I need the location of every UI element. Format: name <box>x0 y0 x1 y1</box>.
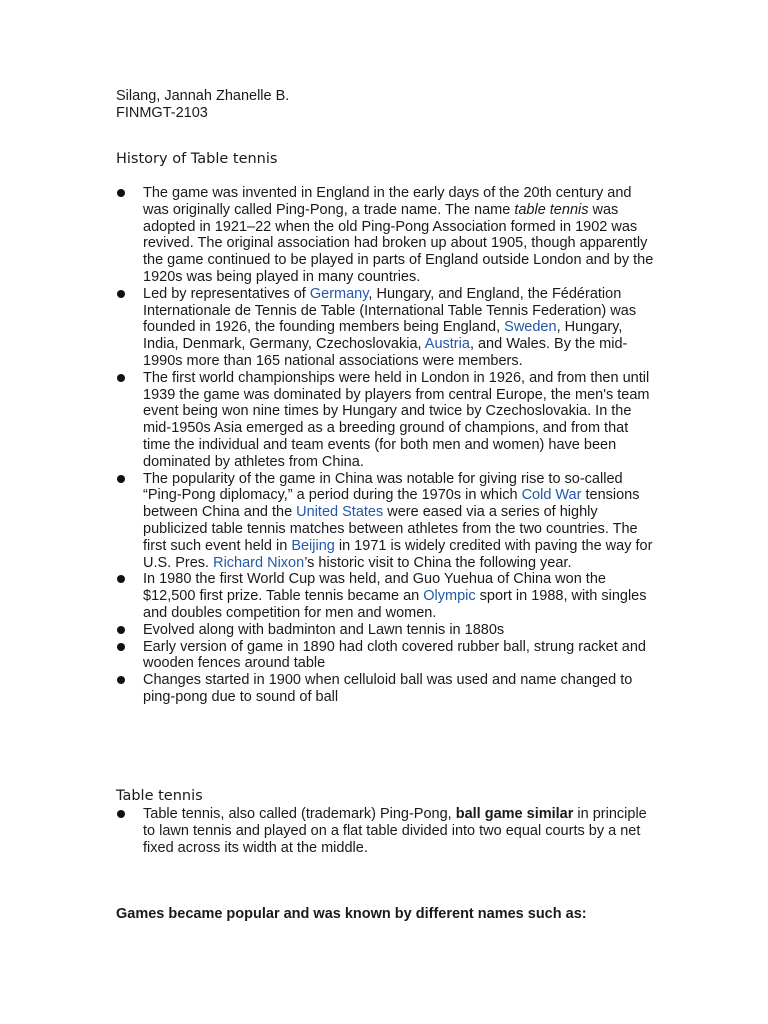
definition-list <box>116 806 656 856</box>
link-sweden[interactable]: Sweden <box>504 319 557 336</box>
list-item: Table tennis, also called (trademark) Ping-Pong, ball game similar in principle to lawn tennis and played on a flat table divided into two equal courts by a net fixed across its width at the middle. <box>116 806 656 856</box>
list-item: The first world championships were held in London in 1926, and from then until 1939 the game was dominated by players from central Europe, the men's team event being won nine times by Hungary and twice by Czechoslovakia. In the mid-1950s Asia emerged as a breeding ground of champions, and from that time the individual and team events (for both men and women) have been dominated by athletes from China. <box>116 370 656 471</box>
list-item: In 1980 the first World Cup was held, and Guo Yuehua of China won the $12,500 first prize. Table tennis became an Olympic sport in 1988, with singles and doubles competition for men and women. <box>116 571 656 621</box>
course-code: FINMGT-2103 <box>116 105 208 121</box>
link-cold-war[interactable]: Cold War <box>521 487 582 504</box>
link-beijing[interactable]: Beijing <box>291 537 335 554</box>
list-item: The game was invented in England in the early days of the 20th century and was originally called Ping-Pong, a trade name. The name table tennis was adopted in 1921–22 when the old Ping-Pong Association formed in 1902 was revived. The original association had broken up about 1905, though apparently the game continued to be played in parts of England outside London and by the 1920s was being played in many countries. <box>116 185 656 286</box>
link-richard-nixon[interactable]: Richard Nixon <box>213 554 305 571</box>
history-heading: History of Table tennis <box>116 151 278 167</box>
definition-heading: Table tennis <box>116 788 203 804</box>
link-austria[interactable]: Austria <box>424 336 470 353</box>
author-block <box>116 88 289 122</box>
link-united-states[interactable]: United States <box>296 504 384 521</box>
closing-line: Games became popular and was known by different names such as: <box>116 906 587 922</box>
list-item: Evolved along with badminton and Lawn tennis in 1880s <box>116 622 656 639</box>
list-item: Early version of game in 1890 had cloth covered rubber ball, strung racket and wooden fences around table <box>116 639 656 673</box>
list-item: Changes started in 1900 when celluloid ball was used and name changed to ping-pong due to sound of ball <box>116 672 656 706</box>
list-item: Led by representatives of Germany, Hungary, and England, the Fédération Internationale de Tennis de Table (International Table Tennis Federation) was founded in 1926, the founding members being England, Sweden, Hungary, India, Denmark, Germany, Czechoslovakia, Austria, and Wales. By the mid-1990s more than 165 national associations were members. <box>116 286 656 370</box>
list-item: The popularity of the game in China was notable for giving rise to so-called “Ping-Pong diplomacy,” a period during the 1970s in which Cold War tensions between China and the United States were eased via a series of highly publicized table tennis matches between athletes from the two countries. The first such event held in Beijing in 1971 is widely credited with paving the way for U.S. Pres. Richard Nixon’s historic visit to China the following year. <box>116 471 656 572</box>
link-olympic[interactable]: Olympic <box>423 588 476 605</box>
link-germany[interactable]: Germany <box>309 285 369 302</box>
history-list <box>116 185 656 706</box>
author-name: Silang, Jannah Zhanelle B. <box>116 88 290 104</box>
